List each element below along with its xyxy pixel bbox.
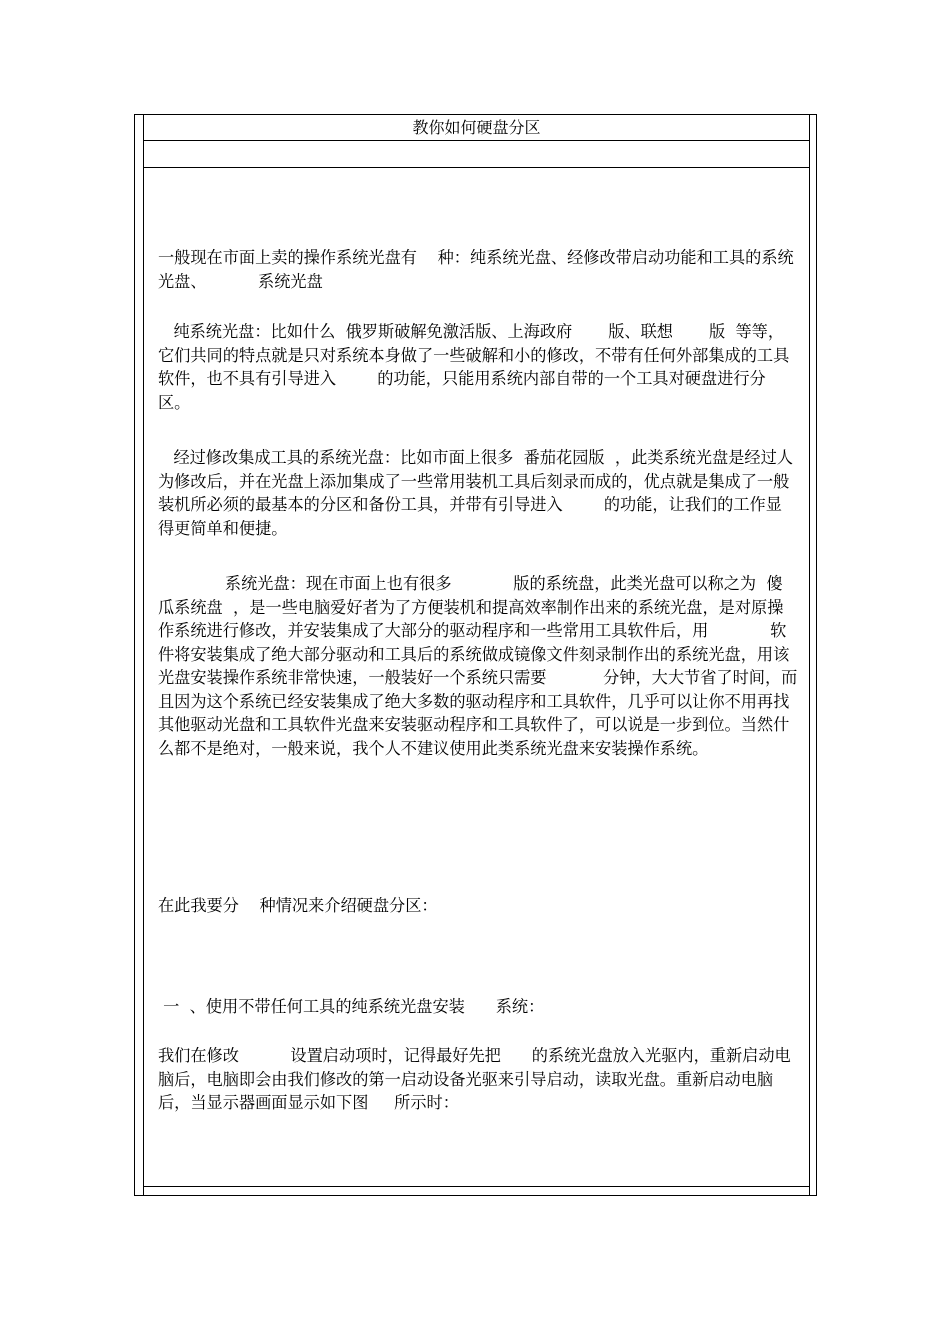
empty-row-divider <box>143 167 810 168</box>
paragraph-pure-disc: 纯系统光盘：比如什么 俄罗斯破解免激活版、上海政府 版、联想 版 等等，它们共同的特点就是只对系统本身做了一些破解和小的修改，不带有任何外部集成的工具软件，也不具有引导进入 的功能，只能用系统内部自带的一个工具对硬盘进行分区。 <box>158 322 790 412</box>
paragraph-ghost-disc: 系统光盘：现在市面上也有很多 版的系统盘，此类光盘可以称之为 傻瓜系统盘 ，是一些电脑爱好者为了方便装机和提高效率制作出来的系统光盘，是对原操作系统进行修改，并安装集成了大部分的驱动程序和一些常用工具软件后，用 软件将安装集成了绝大部分驱动和工具后的系统做成镜像文件刻录制作出的系统光盘，用该光盘安装操作系统非常快速，一般装好一个系统只需要 分钟，大大节省了时间，而且因为这个系统已经安装集成了绝大多数的驱动程序和工具软件，几乎可以让你不用再找其他驱动光盘和工具软件光盘来安装驱动程序和工具软件了，可以说是一步到位。当然什么都不是绝对，一般来说，我个人不建议使用此类系统光盘来安装操作系统。 <box>158 574 798 758</box>
title-row-divider <box>143 140 810 141</box>
bottom-row-divider <box>143 1186 810 1187</box>
paragraph-modified-disc: 经过修改集成工具的系统光盘：比如市面上很多 番茄花园版 ，此类系统光盘是经过人为修改后，并在光盘上添加集成了一些常用装机工具后刻录而成的，优点就是集成了一般装机所必须的最基本的分区和备份工具，并带有引导进入 的功能，让我们的工作显得更简单和便捷。 <box>158 448 793 538</box>
paragraph-cases-intro: 在此我要分 种情况来介绍硬盘分区： <box>158 896 438 915</box>
document-title: 教你如何硬盘分区 <box>412 118 541 137</box>
section-heading-one: 一 、使用不带任何工具的纯系统光盘安装 系统： <box>158 997 545 1016</box>
paragraph-boot-instructions: 我们在修改 设置启动项时，记得最好先把 的系统光盘放入光驱内，重新启动电脑后，电脑即会由我们修改的第一启动设备光驱来引导启动，读取光盘。重新启动电脑后，当显示器画面显示如下图 所示时： <box>158 1046 791 1112</box>
paragraph-intro: 一般现在市面上卖的操作系统光盘有 种：纯系统光盘、经修改带启动功能和工具的系统光盘、 系统光盘 <box>158 248 794 291</box>
